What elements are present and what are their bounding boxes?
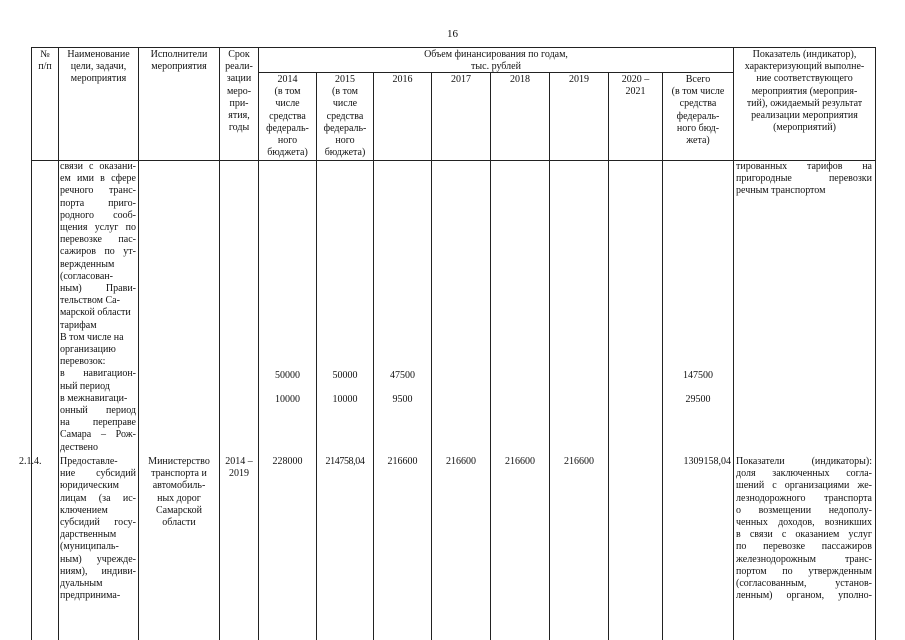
text-line: ние субсидий [60, 468, 136, 480]
text-line: тарифам [60, 319, 97, 331]
text-line: лезнодорожного транспорта [736, 492, 872, 504]
inter-2015-value: 10000 [332, 394, 358, 405]
text-line: транспорта и [151, 468, 207, 480]
text-line: ным) учрежде- [60, 553, 136, 565]
col-border [733, 47, 734, 640]
col-border [608, 72, 609, 640]
program-table [19, 47, 876, 640]
text-line: области [162, 517, 196, 529]
row-214-2017-value: 216600 [446, 456, 476, 467]
row-214-indicator-cell [736, 456, 872, 602]
header-term: Срок реали- зации меро- при- ятия, годы [225, 49, 253, 134]
text-line: ных дорог [157, 492, 201, 504]
text-line: дествено [60, 441, 99, 453]
text-line: в навигацион- [60, 368, 136, 380]
continuation-name-cell [60, 161, 136, 454]
text-line: ным) Прави- [60, 283, 136, 295]
page-number: 16 [447, 28, 458, 40]
text-line: ниям), индиви- [60, 565, 136, 577]
text-line: железнодорожным транс- [736, 553, 872, 565]
text-line: автомобиль- [152, 480, 206, 492]
col-border [662, 72, 663, 640]
col-border [219, 47, 220, 640]
text-line: вержденным [60, 258, 115, 270]
row-214-2016-value: 216600 [387, 456, 418, 467]
text-line: организацию [60, 344, 116, 356]
text-line: шений с организациями же- [736, 480, 872, 492]
text-line: сажиров по ут- [60, 246, 136, 258]
row-214-2018-value: 216600 [505, 456, 535, 467]
text-line: Показатели (индикаторы): [736, 456, 872, 467]
text-line: о возмещении недополу- [736, 504, 872, 516]
text-line: в связи с оказанием услуг [736, 529, 872, 541]
text-line: предпринима- [60, 590, 121, 602]
text-line: (муниципаль- [60, 541, 119, 553]
text-line: портом по утвержденным [736, 565, 872, 577]
text-line: пригородные перевозки [736, 173, 872, 185]
text-line: на переправе [60, 417, 136, 429]
inter-total-value: 29500 [685, 394, 711, 405]
continuation-indicator-cell [736, 161, 872, 198]
header-name: Наименование цели, задачи, мероприятия [67, 49, 130, 85]
text-line: Министерство [148, 456, 210, 467]
header-2014: 2014 (в том числе средства федераль- ного бюджета) [266, 74, 309, 159]
row-214-2015-value: 214758,04 [325, 456, 365, 467]
col-border [373, 72, 374, 640]
header-executors: Исполнители мероприятия [150, 49, 208, 73]
text-line: перевозок: [60, 356, 106, 368]
nav-2015-value: 50000 [332, 370, 358, 381]
text-line: дарственным [60, 529, 117, 541]
header-funding-group: Объем финансирования по годам, тыс. рублей [424, 49, 568, 73]
header-2015: 2015 (в том числе средства федераль- ного бюджета) [323, 74, 367, 159]
text-line: Предоставле- [60, 456, 118, 467]
text-line: Самара – Рож- [60, 429, 136, 441]
text-line: (согласованным, установ- [736, 578, 872, 590]
text-line: доля заключенных согла- [736, 468, 872, 480]
col-border [549, 72, 550, 640]
row-214-name-cell [60, 456, 136, 602]
nav-total-value: 147500 [683, 370, 713, 381]
nav-2016-value: 47500 [390, 370, 415, 381]
col-border [875, 47, 876, 640]
text-line: дуальным [60, 578, 103, 590]
header-2019: 2019 [569, 74, 589, 85]
text-line: ный период [60, 380, 110, 392]
text-line: связи с оказани- [60, 161, 136, 172]
text-line: перевозке пас- [60, 234, 136, 246]
col-border [58, 47, 59, 640]
header-2018: 2018 [510, 74, 530, 85]
col-border [138, 47, 139, 640]
text-line: родного сооб- [60, 209, 136, 221]
text-line: ем ими в сфере [60, 173, 136, 185]
header-indicator: Показатель (индикатор), характеризующий выполне- ние соответствующего мероприятия (мероприя- тий), ожидаемый результат реализации мероприятия (мероприятий) [744, 49, 865, 134]
text-line: Самарской [156, 504, 202, 516]
row-214-2014-value: 228000 [272, 456, 303, 467]
inter-2016-value: 9500 [392, 394, 413, 405]
text-line: В том числе на [60, 331, 124, 343]
text-line: по перевозке пассажиров [736, 541, 872, 553]
row-214-number: 2.1.4. [19, 456, 42, 467]
row-214-term: 2014 – 2019 [225, 456, 253, 480]
text-line: порта приго- [60, 197, 136, 209]
header-total: Всего (в том числе средства федераль- ного бюд- жета) [671, 74, 725, 147]
header-2017: 2017 [451, 74, 471, 85]
text-line: тированных тарифов на [736, 161, 872, 172]
row-214-total-value: 1309158,04 [683, 456, 731, 467]
row-214-2019-value: 216600 [564, 456, 594, 467]
col-border [31, 47, 32, 640]
text-line: (согласован- [60, 270, 113, 282]
col-border [490, 72, 491, 640]
text-line: ченных доходов, возникших [736, 517, 872, 529]
col-border [431, 72, 432, 640]
header-2016: 2016 [392, 74, 413, 85]
text-line: тельством Са- [60, 295, 120, 307]
text-line: онный период [60, 405, 136, 417]
text-line: ленным) органом, уполно- [736, 590, 872, 602]
text-line: марской области [60, 307, 131, 319]
text-line: лицам (за ис- [60, 492, 136, 504]
text-line: щения услуг по [60, 222, 136, 234]
text-line: речным транспортом [736, 185, 826, 197]
text-line: юридическим [60, 480, 119, 492]
text-line: речного транс- [60, 185, 136, 197]
text-line: ключением [60, 504, 108, 516]
header-num: № п/п [38, 49, 52, 73]
inter-2014-value: 10000 [275, 394, 300, 405]
row-214-executor-cell [139, 456, 219, 529]
header-2020-2021: 2020 – 2021 [621, 74, 650, 98]
text-line: в межнавигаци- [60, 392, 128, 404]
table-top-border [31, 47, 876, 48]
text-line: субсидий госу- [60, 517, 136, 529]
nav-2014-value: 50000 [275, 370, 300, 381]
